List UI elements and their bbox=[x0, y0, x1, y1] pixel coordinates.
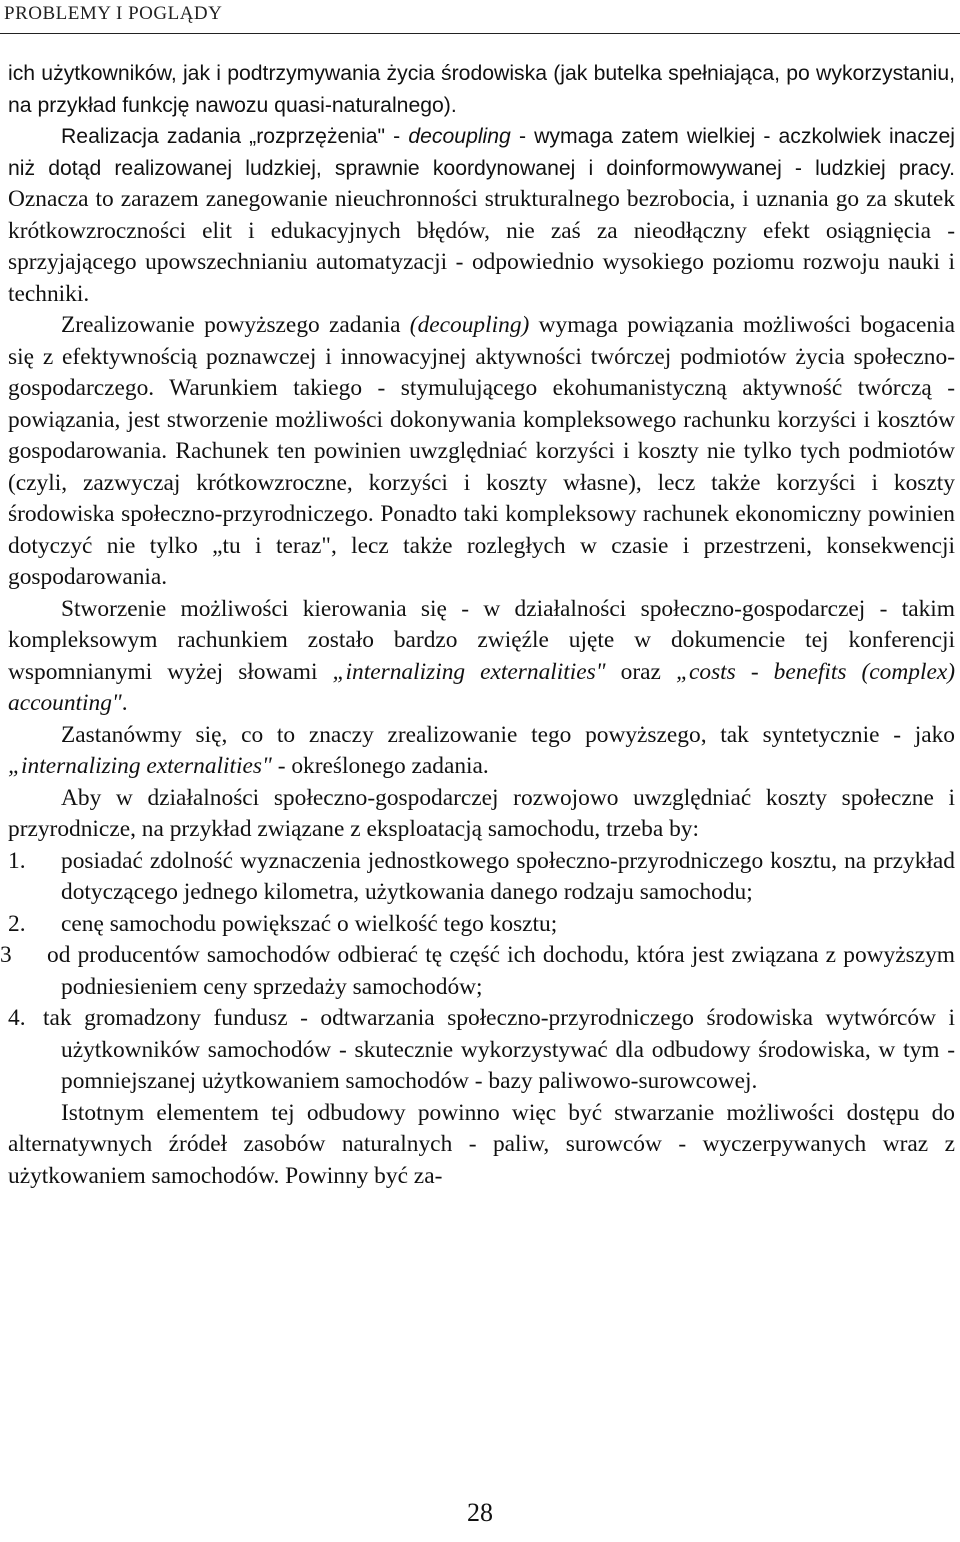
p1-text: ich użytkowników, jak i podtrzymywania życia środowiska (jak butelka spełniająca, po wykorzystaniu, na przykład funkcję nawozu quasi-naturalnego). bbox=[8, 62, 955, 117]
paragraph-6 bbox=[8, 783, 955, 846]
p3-term-decoupling: (decoupling) bbox=[409, 312, 530, 338]
list-item-number: 3 bbox=[0, 942, 12, 968]
p4-text-a: Stworzenie możliwości kierowania się - w działalności społeczno-gospodarczej - takim kompleksowym rachunkiem zostało bardzo zwięźle ujęte w dokumencie tej konferencji wspomnianymi wyżej słowami bbox=[8, 595, 955, 685]
list-item-text: posiadać zdolność wyznaczenia jednostkowego społeczno-przyrodniczego kosztu, na przykład dotyczącego jednego kilometra, użytkowania danego rodzaju samochodu; bbox=[61, 847, 955, 905]
p5-text-c: - określonego zadania. bbox=[271, 753, 489, 779]
p4-text-e: . bbox=[121, 690, 128, 716]
list-item-number: 4. bbox=[8, 1005, 26, 1031]
p7-text: Istotnym elementem tej odbudowy powinno więc być stwarzanie możliwości dostępu do alternatywnych źródeł zasobów naturalnych - paliw, surowców - wyczerpywanych wraz z użytkowaniem samochodów. Powinny być za- bbox=[8, 1099, 955, 1189]
list-item-text: tak gromadzony fundusz - odtwarzania społeczno-przyrodniczego środowiska wytwórców i użytkowników samochodów - skutecznie wykorzystywać dla odbudowy środowiska, w tym - pomniejszanej użytkowaniem samochodów - bazy paliwowo-surowcowej. bbox=[43, 1005, 955, 1094]
paragraph-1 bbox=[8, 58, 955, 121]
running-header bbox=[0, 0, 960, 34]
p5-term-internalizing: „internalizing externalities" bbox=[8, 753, 272, 779]
paragraph-4 bbox=[8, 594, 955, 720]
p4-text-c: oraz bbox=[605, 658, 676, 685]
list-item bbox=[0, 940, 955, 1003]
paragraph-2 bbox=[8, 121, 955, 310]
p3-text-a: Zrealizowanie powyższego zadania bbox=[61, 312, 410, 338]
paragraph-5 bbox=[8, 720, 955, 783]
p4-term-internalizing: „internalizing externalities" bbox=[332, 658, 606, 685]
list-item-number: 2. bbox=[8, 910, 26, 937]
list-item bbox=[8, 1003, 955, 1098]
p2-term-decoupling: decoupling bbox=[408, 125, 511, 148]
numbered-list bbox=[0, 846, 955, 1098]
article-body bbox=[0, 58, 956, 1192]
list-item-number: 1. bbox=[8, 847, 26, 874]
p3-text-c: wymaga powiązania możliwości bogacenia się z efektywnością poznawczej i innowacyjnej aktywności twórczej podmiotów życia społeczno-gospodarczego. Warunkiem takiego - stymulującego ekohumanistyczną aktywność twórczą - powiązania, jest stworzenie możliwości dokonywania kompleksowego rachunku korzyści i kosztów gospodarowania. Rachunek ten powinien uwzględniać korzyści i koszty nie tylko tych podmiotów (czyli, zazwyczaj krótkowzroczne, korzyści i koszty własne), lecz także korzyści i koszty środowiska społeczno-przyrodniczego. Ponadto taki kompleksowy rachunek ekonomiczny powinien dotyczyć nie tylko „tu i teraz", lecz także rozległych w czasie i przestrzeni, konsekwencji gospodarowania. bbox=[8, 312, 956, 590]
p2-text-a: Realizacja zadania „rozprzężenia" - bbox=[61, 125, 409, 148]
list-item bbox=[8, 846, 955, 909]
p2-text-d: Oznacza to zarazem zanegowanie nieuchronności strukturalnego bezrobocia, i uznania go za skutek krótkowzroczności elit i edukacyjnych błędów, nie zaś za nieodłączny efekt osiągnięcia - sprzyjającego upowszechnianiu automatyzacji - odpowiednio wysokiego poziomu rozwoju nauki i techniki. bbox=[8, 186, 955, 307]
page-number: 28 bbox=[467, 1498, 493, 1527]
header-title: PROBLEMY I POGLĄDY bbox=[4, 3, 223, 24]
list-item-text: cenę samochodu powiększać o wielkość tego kosztu; bbox=[61, 910, 558, 937]
list-item-text: od producentów samochodów odbierać tę część ich dochodu, która jest związana z powyższym podniesieniem ceny sprzedaży samochodów; bbox=[47, 942, 955, 1000]
p6-text: Aby w działalności społeczno-gospodarczej rozwojowo uwzględniać koszty społeczne i przyrodnicze, na przykład związane z eksploatacją samochodu, trzeba by: bbox=[8, 784, 955, 842]
p5-text-a: Zastanówmy się, co to znaczy zrealizowanie tego powyższego, tak syntetycznie - jako bbox=[61, 721, 955, 748]
paragraph-7 bbox=[8, 1098, 955, 1193]
p2-text-c: - wymaga zatem wielkiej - aczkolwiek inaczej niż dotąd realizowanej ludzkiej, sprawnie koordynowanej i doinformowywanej - ludzkiej pracy. bbox=[8, 125, 955, 180]
paragraph-3 bbox=[8, 310, 955, 594]
list-item bbox=[8, 909, 955, 941]
p4-term-accounting: „costs - benefits (complex) accounting" bbox=[8, 658, 955, 716]
